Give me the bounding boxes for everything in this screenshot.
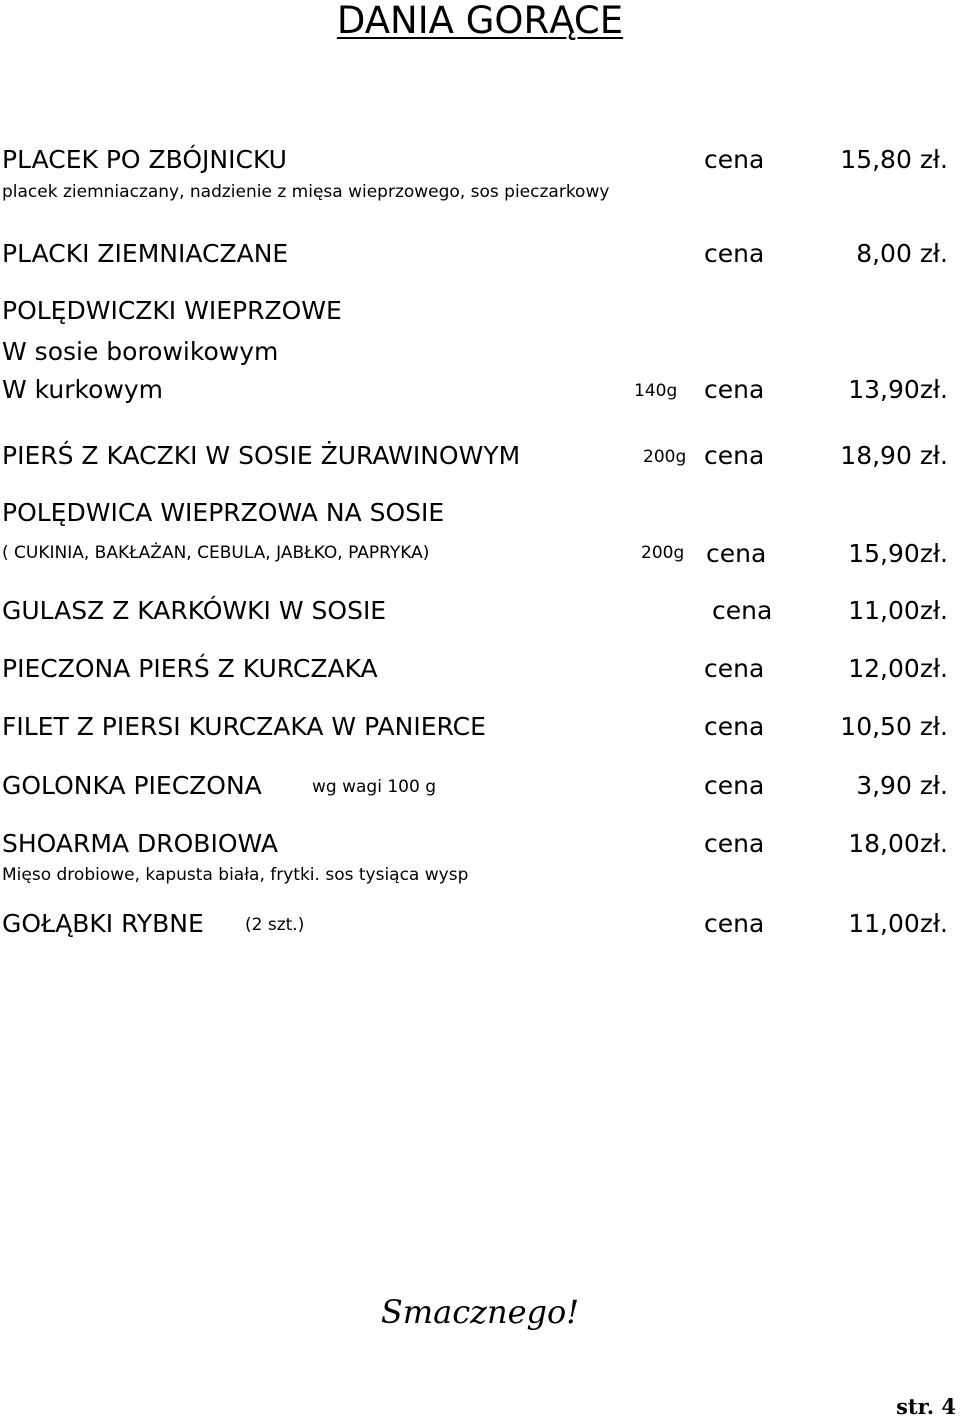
page-title: DANIA GORĄCE	[336, 0, 624, 42]
menu-item-price: 18,90 zł.	[840, 441, 948, 470]
price-label: cena	[704, 829, 765, 858]
price-label: cena	[704, 654, 765, 683]
price-label: cena	[704, 909, 765, 938]
menu-item-price: 18,00zł.	[848, 829, 948, 858]
menu-item-name: PLACKI ZIEMNIACZANE	[2, 239, 289, 268]
menu-item-note: (2 szt.)	[245, 915, 305, 935]
menu-item-price: 3,90 zł.	[856, 771, 948, 800]
menu-item-name: PLACEK PO ZBÓJNICKU	[2, 145, 287, 174]
menu-item-weight: 200g	[641, 543, 685, 563]
price-label: cena	[704, 375, 765, 404]
price-label: cena	[712, 596, 773, 625]
menu-item-name: PIERŚ Z KACZKI W SOSIE ŻURAWINOWYM	[2, 441, 521, 470]
menu-item-price: 15,80 zł.	[840, 145, 948, 174]
menu-item-name: GULASZ Z KARKÓWKI W SOSIE	[2, 596, 387, 625]
menu-item-price: 11,00zł.	[848, 596, 948, 625]
price-label: cena	[704, 239, 765, 268]
menu-item-name: POLĘDWICA WIEPRZOWA NA SOSIE	[2, 498, 445, 527]
price-label: cena	[704, 712, 765, 741]
price-label: cena	[706, 539, 767, 568]
menu-item-price: 10,50 zł.	[840, 712, 948, 741]
menu-item-name: POLĘDWICZKI WIEPRZOWE	[2, 296, 342, 325]
menu-item-weight: 140g	[634, 381, 678, 401]
footer-greeting: Smacznego!	[380, 1293, 580, 1331]
price-label: cena	[704, 771, 765, 800]
page-number: str. 4	[896, 1394, 956, 1419]
menu-item-name: GOŁĄBKI RYBNE	[2, 909, 204, 938]
menu-item-price: 8,00 zł.	[856, 239, 948, 268]
menu-item-name: PIECZONA PIERŚ Z KURCZAKA	[2, 654, 378, 683]
menu-item-price: 11,00zł.	[848, 909, 948, 938]
menu-item-name: GOLONKA PIECZONA	[2, 771, 262, 800]
menu-item-variant: W sosie borowikowym	[2, 337, 279, 366]
menu-item-description: placek ziemniaczany, nadzienie z mięsa wieprzowego, sos pieczarkowy	[2, 182, 610, 202]
price-label: cena	[704, 145, 765, 174]
menu-item-description: ( CUKINIA, BAKŁAŻAN, CEBULA, JABŁKO, PAPRYKA)	[2, 543, 430, 563]
menu-item-variant: W kurkowym	[2, 375, 163, 404]
menu-item-price: 15,90zł.	[848, 539, 948, 568]
price-label: cena	[704, 441, 765, 470]
menu-item-note: wg wagi 100 g	[312, 777, 436, 797]
menu-item-weight: 200g	[643, 447, 687, 467]
menu-item-description: Mięso drobiowe, kapusta biała, frytki. sos tysiąca wysp	[2, 865, 469, 885]
menu-item-price: 12,00zł.	[848, 654, 948, 683]
menu-item-price: 13,90zł.	[848, 375, 948, 404]
menu-item-name: FILET Z PIERSI KURCZAKA W PANIERCE	[2, 712, 486, 741]
menu-item-name: SHOARMA DROBIOWA	[2, 829, 278, 858]
